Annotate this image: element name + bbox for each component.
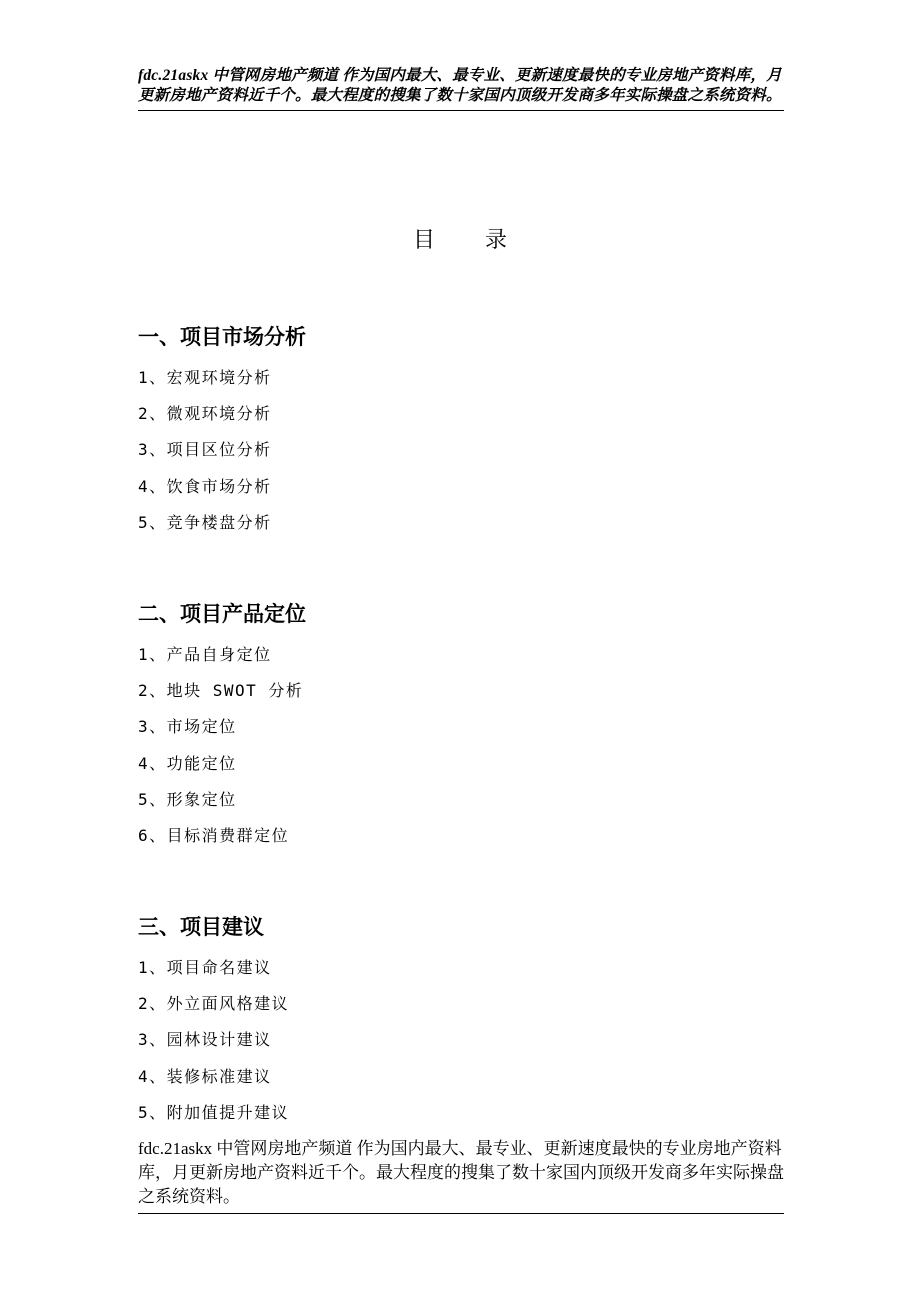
toc-item: 1、宏观环境分析 <box>138 368 272 387</box>
toc-item: 4、装修标准建议 <box>138 1066 272 1086</box>
toc-item: 5、附加值提升建议 <box>138 1102 290 1122</box>
section-heading: 二、项目产品定位 <box>138 602 306 626</box>
toc-item: 2、微观环境分析 <box>138 404 272 424</box>
page-header-text: fdc.21askx 中管网房地产频道 作为国内最大、最专业、更新速度最快的专业房地产资料库，月更新房地产资料近千个。最大程度的搜集了数十家国内顶级开发商多年实际操盘之系统资料。 <box>138 66 784 111</box>
toc-item: 2、地块 SWOT 分析 <box>138 681 304 701</box>
page-footer-text: fdc.21askx 中管网房地产频道 作为国内最大、最专业、更新速度最快的专业房地产资料库，月更新房地产资料近千个。最大程度的搜集了数十家国内顶级开发商多年实际操盘之系统资料。 <box>138 1137 784 1214</box>
toc-item: 3、市场定位 <box>138 717 237 737</box>
section-heading: 一、项目市场分析 <box>138 325 306 349</box>
toc-item: 4、功能定位 <box>138 753 237 773</box>
toc-item: 1、项目命名建议 <box>138 958 272 977</box>
section-heading: 三、项目建议 <box>138 915 264 939</box>
toc-item: 3、项目区位分析 <box>138 440 272 460</box>
toc-item: 1、产品自身定位 <box>138 645 272 664</box>
toc-section-market-analysis <box>138 322 784 541</box>
toc-item: 2、外立面风格建议 <box>138 994 290 1014</box>
toc-title: 目录 <box>412 228 557 253</box>
toc-section-product-positioning <box>138 599 784 854</box>
toc-item: 4、饮食市场分析 <box>138 476 272 496</box>
toc-section-project-suggestions <box>138 912 784 1131</box>
toc-item: 5、形象定位 <box>138 789 237 809</box>
toc-item: 5、竞争楼盘分析 <box>138 512 272 532</box>
toc-item: 3、园林设计建议 <box>138 1030 272 1050</box>
toc-item: 6、目标消费群定位 <box>138 825 290 845</box>
